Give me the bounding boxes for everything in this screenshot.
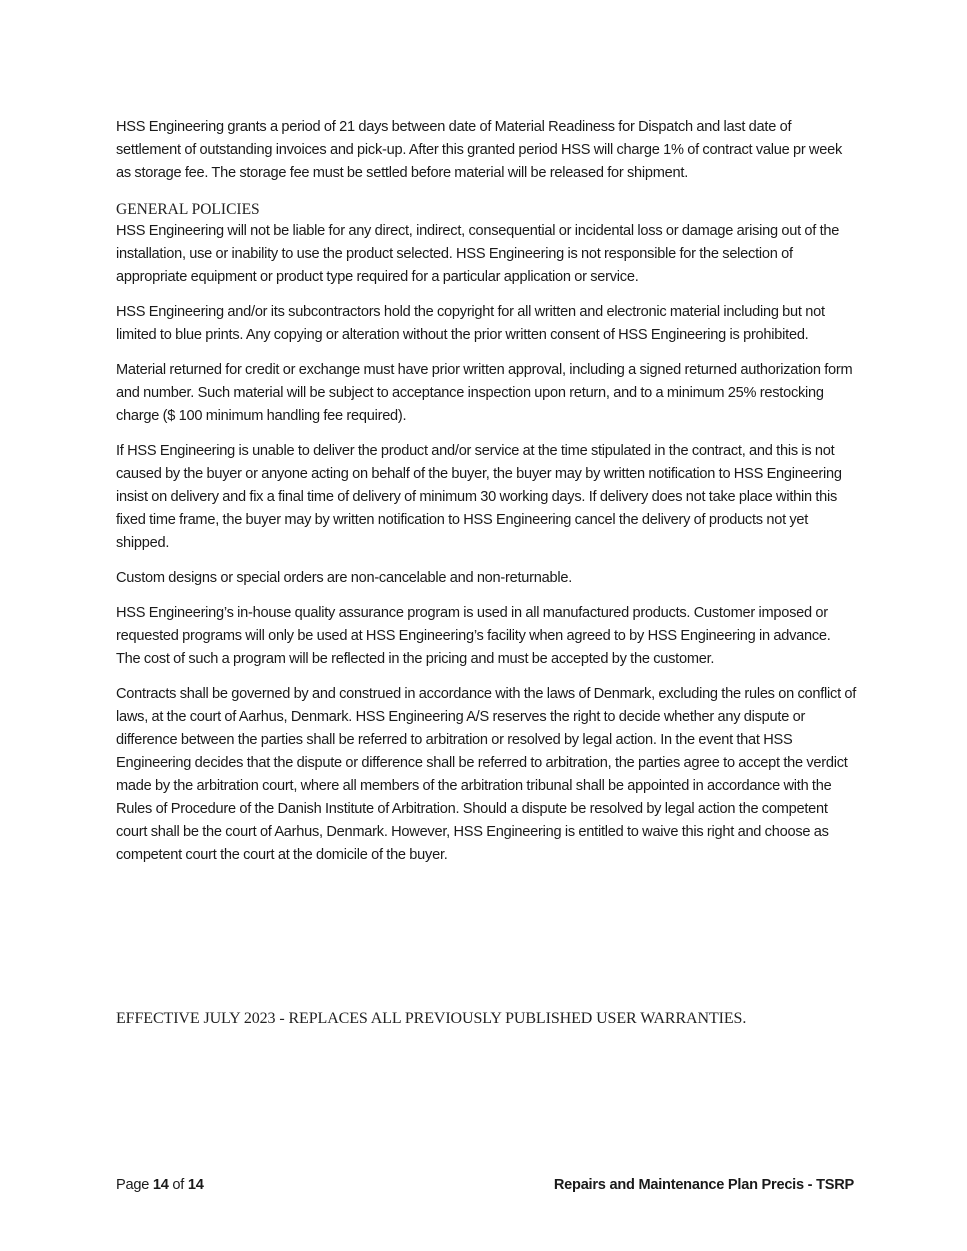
- copyright-paragraph: HSS Engineering and/or its subcontractors hold the copyright for all written and electronic material including but not limited to blue prints. Any copying or alteration without the prior written consent of HSS Engineering is prohibited.: [116, 304, 825, 343]
- section-heading-general-policies: GENERAL POLICIES: [116, 201, 260, 218]
- governing-law-paragraph: Contracts shall be governed by and construed in accordance with the laws of Denmark, excluding the rules on conflict of laws, at the court of Aarhus, Denmark. HSS Engineering A/S reserves the right to decide whether any dispute or difference between the parties shall be referred to arbitration or resolved by legal action. In the event that HSS Engineering decides that the dispute or difference shall be referred to arbitration, the parties agree to accept the verdict made by the arbitration court, where all members of the arbitration tribunal shall be appointed in accordance with the Rules of Procedure of the Danish Institute of Arbitration. Should a dispute be resolved by legal action the competent court shall be the court of Aarhus, Denmark. However, HSS Engineering is entitled to waive this right and choose as competent court the court at the domicile of the buyer.: [116, 686, 857, 863]
- custom-orders-paragraph: Custom designs or special orders are non-cancelable and non-returnable.: [116, 570, 573, 586]
- page-prefix: Page: [116, 1177, 153, 1193]
- returns-paragraph: Material returned for credit or exchange must have prior written approval, including a signed returned authorization form and number. Such material will be subject to acceptance inspection upon return, and to a minimum 25% restocking charge ($ 100 minimum handling fee required).: [116, 362, 853, 424]
- quality-assurance-paragraph: HSS Engineering’s in-house quality assurance program is used in all manufactured products. Customer imposed or requested programs will only be used at HSS Engineering’s facility when agreed to by HSS Engineering in advance. The cost of such a program will be reflected in the pricing and must be accepted by the customer.: [116, 605, 831, 667]
- page-number: [116, 1175, 204, 1195]
- page-of: of: [168, 1177, 188, 1193]
- page-total: 14: [187, 1177, 204, 1193]
- liability-paragraph: HSS Engineering will not be liable for any direct, indirect, consequential or incidental loss or damage arising out of the installation, use or inability to use the product selected. HSS Engineering is not responsible for the selection of appropriate equipment or product type required for a particular application or service.: [116, 223, 840, 285]
- document-title: Repairs and Maintenance Plan Precis - TSRP: [553, 1177, 854, 1193]
- page-footer: [116, 1175, 854, 1195]
- page-current: 14: [152, 1177, 169, 1193]
- document-body: [116, 116, 858, 879]
- delivery-paragraph: If HSS Engineering is unable to deliver the product and/or service at the time stipulated in the contract, and this is not caused by the buyer or anyone acting on behalf of the buyer, the buyer may by written notification to HSS Engineering insist on delivery and fix a final time of delivery of minimum 30 working days. If delivery does not take place within this fixed time frame, the buyer may by written notification to HSS Engineering cancel the delivery of products not yet shipped.: [116, 443, 842, 551]
- storage-fee-paragraph: HSS Engineering grants a period of 21 days between date of Material Readiness for Dispatch and last date of settlement of outstanding invoices and pick-up. After this granted period HSS will charge 1% of contract value pr week as storage fee. The storage fee must be settled before material will be released for shipment.: [116, 119, 843, 181]
- effective-notice: EFFECTIVE JULY 2023 - REPLACES ALL PREVIOUSLY PUBLISHED USER WARRANTIES.: [116, 1010, 747, 1027]
